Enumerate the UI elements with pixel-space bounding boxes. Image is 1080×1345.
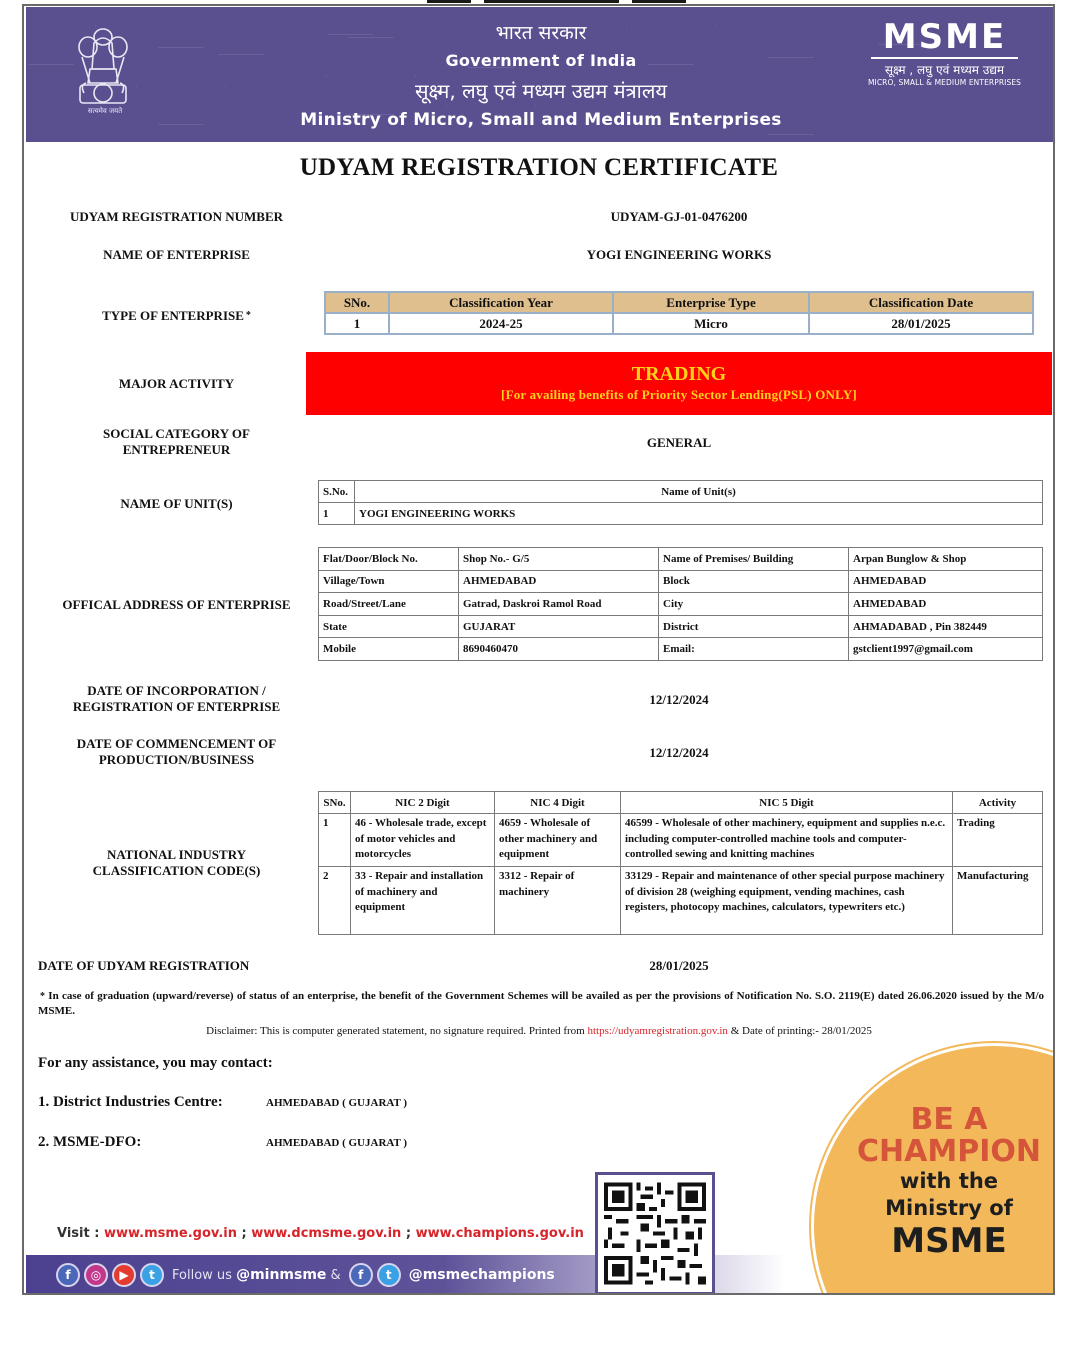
msme-logo — [867, 19, 1022, 87]
col-nic2: NIC 2 Digit — [351, 792, 495, 814]
footnote: * In case of graduation (upward/reverse) of status of an enterprise, the benefit of the Government Schemes will be availed as per the provisions of Notification No. S.O. 2119(E) dated 26.06.2020 issued by the M/o MSME. — [38, 990, 1045, 1017]
addr-key: Road/Street/Lane — [319, 593, 459, 616]
facebook-icon[interactable]: f — [56, 1263, 80, 1287]
contact-heading: For any assistance, you may contact: — [38, 1055, 273, 1071]
addr-value: AHMEDABAD — [459, 570, 659, 593]
table-row — [325, 313, 1033, 334]
champion-text: BE A CHAMPION with the Ministry of MSME — [857, 1102, 1041, 1261]
qr-code — [595, 1172, 715, 1295]
addr-key: Flat/Door/Block No. — [319, 548, 459, 571]
addr-key: District — [659, 615, 849, 638]
incorporation-date-label: DATE OF INCORPORATION / REGISTRATION OF ENTERPRISE — [72, 683, 281, 714]
addr-key: City — [659, 593, 849, 616]
col-nic5: NIC 5 Digit — [621, 792, 953, 814]
contact-msme-dfo-value: AHMEDABAD ( GUJARAT ) — [266, 1137, 408, 1149]
cell-nic4: 3312 - Repair of machinery — [495, 867, 621, 935]
table-row — [319, 638, 1043, 661]
handle-minmsme[interactable]: @minmsme — [236, 1267, 327, 1283]
col-classification-year: Classification Year — [389, 292, 613, 313]
cell-sno: 1 — [319, 814, 351, 867]
table-header-row — [319, 481, 1043, 503]
cell-nic5: 33129 - Repair and maintenance of other special purpose machinery of division 28 (weighing equipment, vending machines, cash registers, photocopy machines, calculators, typewriters etc.) — [621, 867, 953, 935]
major-activity-value: TRADING — [631, 363, 727, 385]
logo-divider — [871, 57, 1018, 59]
addr-value: 8690460470 — [459, 638, 659, 661]
cell-enterprise-type: Micro — [613, 313, 809, 334]
enterprise-type-table — [324, 291, 1034, 335]
cell-nic2: 33 - Repair and installation of machinery and equipment — [351, 867, 495, 935]
msme-logo-english: MICRO, SMALL & MEDIUM ENTERPRISES — [867, 78, 1022, 87]
table-header-row — [325, 292, 1033, 313]
address-label: OFFICAL ADDRESS OF ENTERPRISE — [62, 597, 291, 612]
major-activity-banner — [306, 352, 1052, 415]
commencement-date-label: DATE OF COMMENCEMENT OF PRODUCTION/BUSINESS — [76, 736, 277, 767]
table-row — [319, 503, 1043, 525]
udyam-date-value: 28/01/2025 — [649, 958, 709, 973]
cell-nic2: 46 - Wholesale trade, except of motor vehicles and motorcycles — [351, 814, 495, 867]
col-nic4: NIC 4 Digit — [495, 792, 621, 814]
addr-key: Mobile — [319, 638, 459, 661]
addr-key: State — [319, 615, 459, 638]
col-activity: Activity — [953, 792, 1043, 814]
units-table — [318, 480, 1043, 525]
table-row — [319, 548, 1043, 571]
enterprise-type-label: TYPE OF ENTERPRISE * — [102, 308, 251, 323]
col-sno: SNo. — [325, 292, 389, 313]
addr-value: AHMEDABAD — [849, 593, 1043, 616]
hindi-govt-title: भारत सरकार — [495, 22, 587, 44]
cell-unit-name: YOGI ENGINEERING WORKS — [355, 503, 1043, 525]
twitter-icon[interactable]: t — [377, 1263, 401, 1287]
nic-table — [318, 791, 1043, 935]
emblem-caption: सत्यमेव जयते — [87, 107, 123, 115]
addr-value: Shop No.- G/5 — [459, 548, 659, 571]
youtube-icon[interactable]: ▶ — [112, 1263, 136, 1287]
qr-code-icon — [604, 1181, 706, 1286]
footnote-marker: * — [245, 310, 251, 321]
addr-key: Block — [659, 570, 849, 593]
addr-value: gstclient1997@gmail.com — [849, 638, 1043, 661]
twitter-icon[interactable]: t — [140, 1263, 164, 1287]
col-sno: SNo. — [319, 792, 351, 814]
instagram-icon[interactable]: ◎ — [84, 1263, 108, 1287]
contact-dic-value: AHMEDABAD ( GUJARAT ) — [266, 1097, 408, 1109]
social-category-label: SOCIAL CATEGORY OF ENTREPRENEUR — [103, 426, 250, 457]
table-row — [319, 867, 1043, 935]
english-govt-title: Government of India — [445, 51, 637, 70]
udyam-date-label: DATE OF UDYAM REGISTRATION — [38, 958, 250, 973]
certificate — [22, 4, 1055, 1295]
visit-links: Visit : www.msme.gov.in ; www.dcmsme.gov.in ; www.champions.gov.in — [57, 1226, 584, 1241]
enterprise-name-value: YOGI ENGINEERING WORKS — [586, 247, 772, 262]
header-titles — [226, 19, 856, 133]
col-classification-date: Classification Date — [809, 292, 1033, 313]
dcmsme-site-link[interactable]: www.dcmsme.gov.in — [251, 1226, 402, 1241]
cell-activity: Manufacturing — [953, 867, 1043, 935]
handle-msmechampions[interactable]: @msmechampions — [408, 1267, 555, 1283]
cell-classification-year: 2024-25 — [389, 313, 613, 334]
enterprise-name-label: NAME OF ENTERPRISE — [103, 247, 250, 262]
cell-classification-date: 28/01/2025 — [809, 313, 1033, 334]
col-unit-name: Name of Unit(s) — [355, 481, 1043, 503]
incorporation-date-value: 12/12/2024 — [649, 692, 709, 707]
cell-nic5: 46599 - Wholesale of other machinery, equipment and supplies n.e.c. including computer-controlled machine tools and computer-controlled sewing and knitting machines — [621, 814, 953, 867]
table-row — [319, 593, 1043, 616]
table-header-row — [319, 792, 1043, 814]
reg-number-label: UDYAM REGISTRATION NUMBER — [69, 209, 284, 224]
col-enterprise-type: Enterprise Type — [613, 292, 809, 313]
nic-label: NATIONAL INDUSTRY CLASSIFICATION CODE(S) — [92, 847, 261, 878]
units-label: NAME OF UNIT(S) — [120, 496, 233, 511]
addr-value: AHMEDABAD — [849, 570, 1043, 593]
addr-key: Village/Town — [319, 570, 459, 593]
addr-key: Email: — [659, 638, 849, 661]
cell-nic4: 4659 - Wholesale of other machinery and equipment — [495, 814, 621, 867]
addr-value: GUJARAT — [459, 615, 659, 638]
table-row — [319, 570, 1043, 593]
follow-text: Follow us @minmsme & — [172, 1267, 341, 1283]
english-ministry-title: Ministry of Micro, Small and Medium Enterprises — [300, 110, 782, 130]
cell-sno: 1 — [319, 503, 355, 525]
commencement-date-value: 12/12/2024 — [649, 745, 709, 760]
col-sno: S.No. — [319, 481, 355, 503]
disclaimer: Disclaimer: This is computer generated statement, no signature required. Printed from https://udyamregistration.gov.in & Date of printing:- 28/01/2025 — [206, 1025, 872, 1037]
table-row — [319, 615, 1043, 638]
major-activity-label: MAJOR ACTIVITY — [118, 376, 235, 391]
addr-value: Gatrad, Daskroi Ramol Road — [459, 593, 659, 616]
addr-value: Arpan Bunglow & Shop — [849, 548, 1043, 571]
cell-activity: Trading — [953, 814, 1043, 867]
udyam-portal-link[interactable]: https://udyamregistration.gov.in — [587, 1025, 728, 1037]
cell-sno: 2 — [319, 867, 351, 935]
msme-logo-word: MSME — [882, 17, 1007, 57]
table-row — [319, 814, 1043, 867]
addr-value: AHMADABAD , Pin 382449 — [849, 615, 1043, 638]
facebook-icon[interactable]: f — [349, 1263, 373, 1287]
reg-number-value: UDYAM-GJ-01-0476200 — [610, 209, 748, 224]
social-category-value: GENERAL — [646, 435, 712, 450]
certificate-title: UDYAM REGISTRATION CERTIFICATE — [299, 154, 779, 181]
header-banner — [26, 7, 1054, 142]
hindi-ministry-title: सूक्ष्म, लघु एवं मध्यम उद्यम मंत्रालय — [415, 79, 667, 103]
major-activity-note: [For availing benefits of Priority Sector Lending(PSL) ONLY] — [501, 387, 857, 402]
cell-sno: 1 — [325, 313, 389, 334]
contact-msme-dfo: 2. MSME-DFO: AHMEDABAD ( GUJARAT ) — [38, 1134, 408, 1150]
national-emblem-icon — [74, 21, 132, 121]
msme-logo-hindi: सूक्ष्म , लघु एवं मध्यम उद्यम — [884, 63, 1005, 77]
contact-dic: 1. District Industries Centre: AHMEDABAD ( GUJARAT ) — [38, 1094, 408, 1110]
address-table — [318, 547, 1043, 661]
follow-text-2 — [409, 1267, 555, 1283]
champions-site-link[interactable]: www.champions.gov.in — [415, 1226, 584, 1241]
msme-site-link[interactable]: www.msme.gov.in — [103, 1226, 237, 1241]
addr-key: Name of Premises/ Building — [659, 548, 849, 571]
